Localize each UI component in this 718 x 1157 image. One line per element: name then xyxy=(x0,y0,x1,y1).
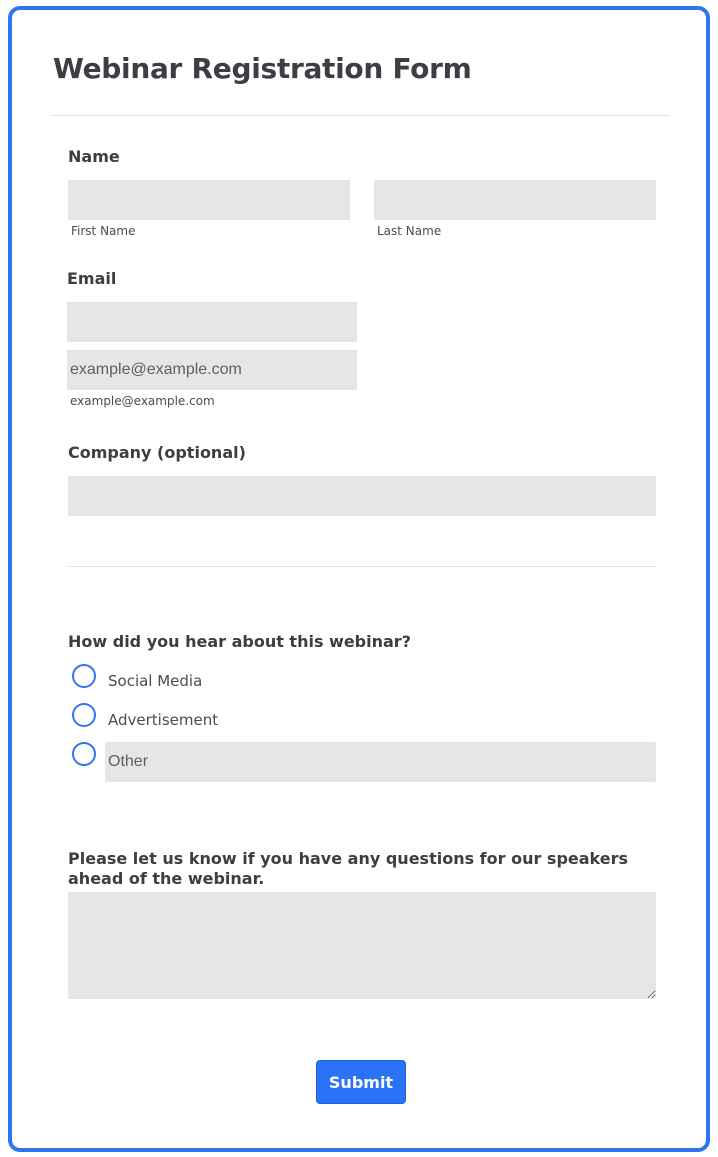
radio-advertisement[interactable] xyxy=(72,703,96,727)
source-question-label: How did you hear about this webinar? xyxy=(68,632,411,651)
option-label-advertisement[interactable]: Advertisement xyxy=(108,711,219,729)
radio-social-media[interactable] xyxy=(72,664,96,688)
form-title: Webinar Registration Form xyxy=(53,52,472,85)
radio-other[interactable] xyxy=(72,742,96,766)
email-confirm-input[interactable] xyxy=(67,350,357,390)
form-container xyxy=(8,6,710,1152)
title-divider xyxy=(52,115,670,116)
email-sublabel: example@example.com xyxy=(70,394,215,408)
first-name-input[interactable] xyxy=(68,180,350,220)
other-input[interactable] xyxy=(105,742,656,782)
submit-button[interactable]: Submit xyxy=(316,1060,406,1104)
email-label: Email xyxy=(67,269,117,288)
section-divider xyxy=(68,566,656,567)
name-label: Name xyxy=(68,147,120,166)
company-input[interactable] xyxy=(68,476,656,516)
email-input[interactable] xyxy=(67,302,357,342)
last-name-sublabel: Last Name xyxy=(377,224,442,238)
last-name-input[interactable] xyxy=(374,180,656,220)
questions-textarea[interactable] xyxy=(68,892,656,999)
company-label: Company (optional) xyxy=(68,443,246,462)
first-name-sublabel: First Name xyxy=(71,224,136,238)
questions-label: Please let us know if you have any questions for our speakers ahead of the webinar. xyxy=(68,849,629,888)
option-label-social-media[interactable]: Social Media xyxy=(108,672,203,690)
